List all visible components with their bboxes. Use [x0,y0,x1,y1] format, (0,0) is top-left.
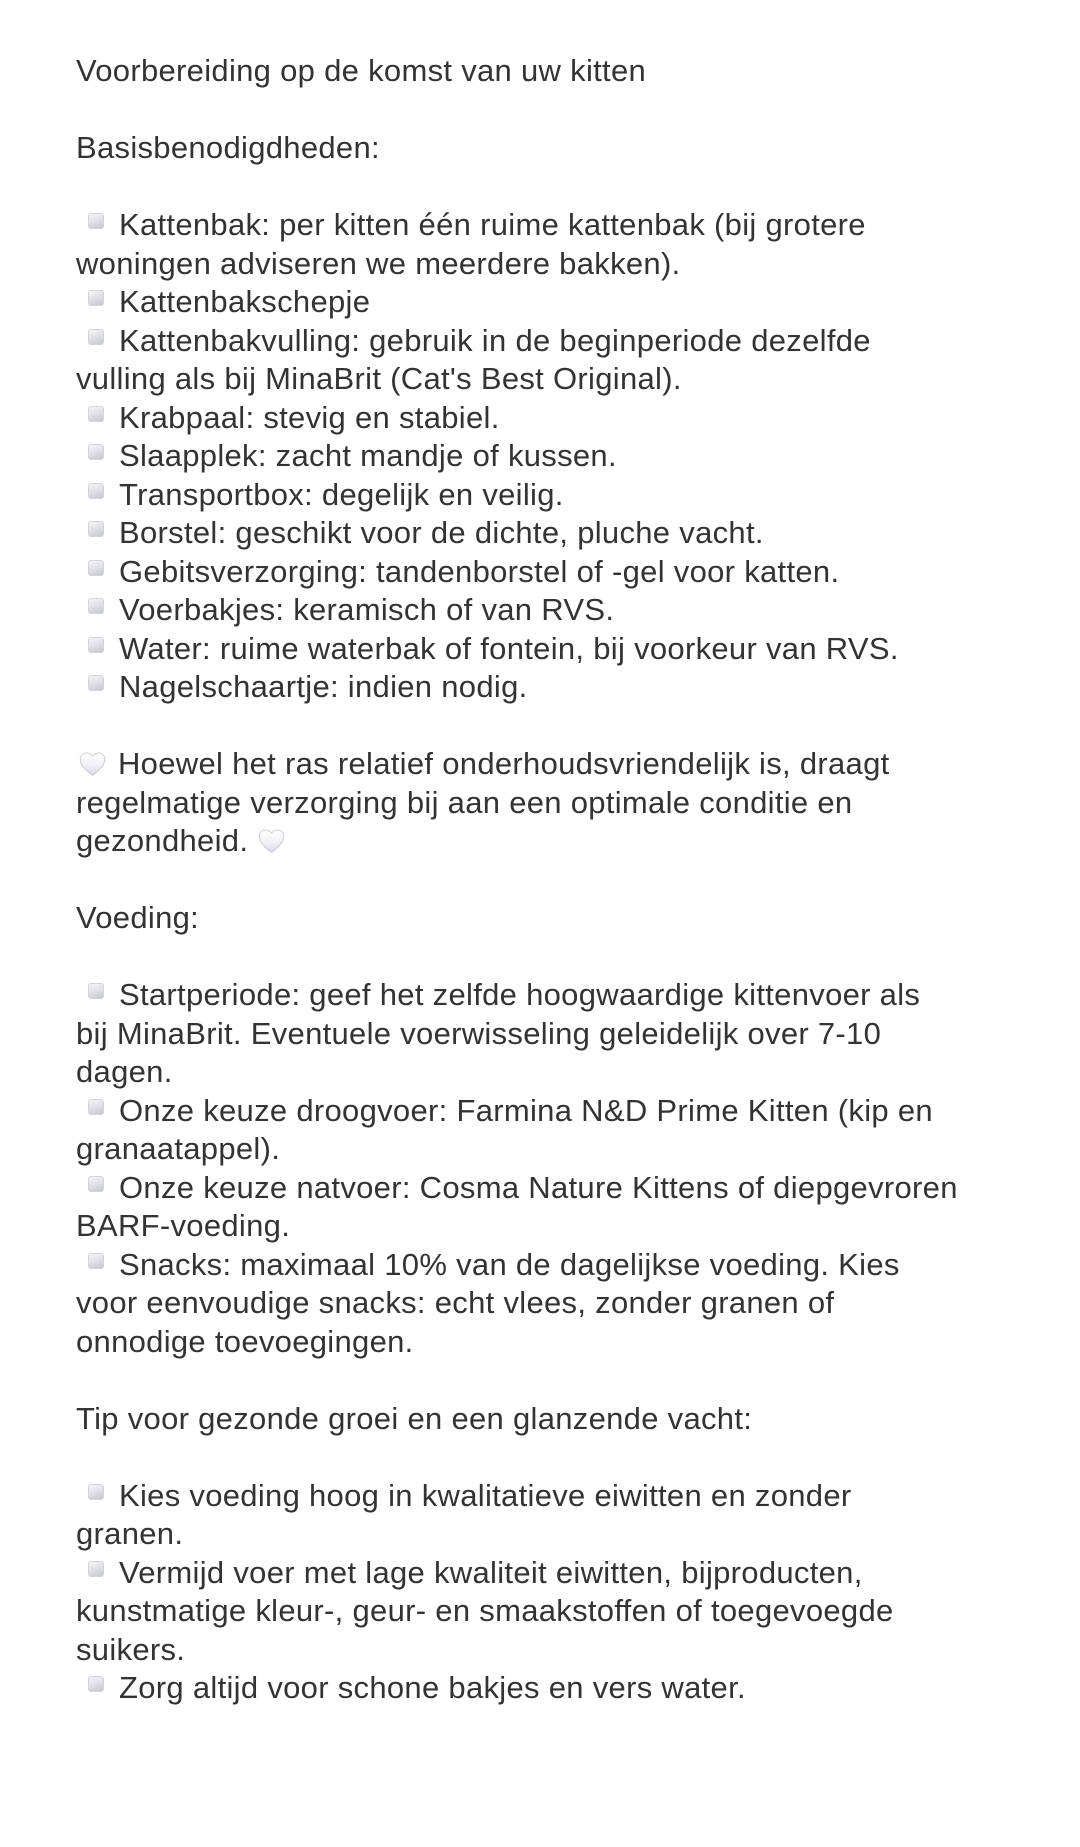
tips-list [76,1477,961,1708]
list-item-text: Zorg altijd voor schone bakjes en vers water. [119,1670,746,1705]
list-item-text: Gebitsverzorging: tandenborstel of -gel voor katten. [119,553,840,589]
list-item [76,514,961,553]
list-item [76,283,961,322]
list-item [76,630,961,669]
list-item [76,476,961,515]
square-bullet-icon [88,983,104,999]
basics-list [76,206,961,707]
section-heading-basics: Basisbenodigdheden: [76,130,380,165]
section-heading-feeding: Voeding: [76,900,200,935]
square-bullet-icon [88,598,104,614]
list-item [76,976,961,1092]
list-item [76,591,961,630]
list-item-text: Transportbox: degelijk en veilig. [119,476,564,512]
list-item-text: Slaapplek: zacht mandje of kussen. [119,438,617,473]
square-bullet-icon [88,1561,104,1577]
list-item [76,206,961,283]
list-item [76,1477,961,1554]
square-bullet-icon [88,444,104,460]
list-item [76,399,961,438]
list-item-text: Water: ruime waterbak of fontein, bij voorkeur van RVS. [119,630,899,666]
square-bullet-icon [88,1484,104,1500]
square-bullet-icon [88,290,104,306]
square-bullet-icon [88,406,104,422]
square-bullet-icon [88,521,104,537]
square-bullet-icon [88,329,104,345]
square-bullet-icon [88,637,104,653]
section-heading-tips: Tip voor gezonde groei en een glanzende vacht: [76,1400,753,1436]
feeding-list [76,976,961,1361]
square-bullet-icon [88,483,104,499]
list-item [76,1554,961,1670]
list-item [76,1246,961,1362]
list-item-text: Kattenbakvulling: gebruik in de beginperiode dezelfde vulling als bij MinaBrit (Cat's Best Original). [76,322,871,396]
white-heart-icon [76,748,109,779]
square-bullet-icon [88,1676,104,1692]
list-item-text: Startperiode: geef het zelfde hoogwaardige kittenvoer als bij MinaBrit. Eventuele voerwisseling geleidelijk over 7-10 dagen. [76,977,921,1089]
list-item [76,668,961,707]
list-item-text: Voerbakjes: keramisch of van RVS. [119,592,615,627]
square-bullet-icon [88,1099,104,1115]
list-item-text: Onze keuze natvoer: Cosma Nature Kittens of diepgevroren BARF-voeding. [76,1169,958,1243]
list-item [76,1169,961,1246]
square-bullet-icon [88,675,104,691]
list-item [76,437,961,476]
white-heart-icon [255,825,288,856]
list-item-text: Kies voeding hoog in kwalitatieve eiwitten en zonder granen. [76,1477,852,1551]
list-item [76,1092,961,1169]
list-item-text: Borstel: geschikt voor de dichte, pluche vacht. [119,515,764,550]
care-note [76,745,961,861]
square-bullet-icon [88,1253,104,1269]
list-item [76,322,961,399]
list-item-text: Kattenbakschepje [119,284,371,319]
square-bullet-icon [88,213,104,229]
list-item-text: Snacks: maximaal 10% van de dagelijkse voeding. Kies voor eenvoudige snacks: echt vlees, zonder granen of onnodige toevoegingen. [76,1246,900,1359]
square-bullet-icon [88,1176,104,1192]
care-note-text: Hoewel het ras relatief onderhoudsvriendelijk is, draagt regelmatige verzorging bij aan een optimale conditie en gezondheid. [76,746,890,858]
list-item [76,553,961,592]
list-item-text: Nagelschaartje: indien nodig. [119,669,528,704]
list-item-text: Vermijd voer met lage kwaliteit eiwitten, bijproducten, kunstmatige kleur-, geur- en smaakstoffen of toegevoegde suikers. [76,1554,894,1667]
list-item-text: Kattenbak: per kitten één ruime kattenbak (bij grotere woningen adviseren we meerdere bakken). [76,207,866,281]
list-item-text: Onze keuze droogvoer: Farmina N&D Prime Kitten (kip en granaatappel). [76,1092,933,1166]
list-item [76,1669,961,1708]
list-item-text: Krabpaal: stevig en stabiel. [119,399,500,435]
square-bullet-icon [88,560,104,576]
document-title: Voorbereiding op de komst van uw kitten [76,53,647,88]
